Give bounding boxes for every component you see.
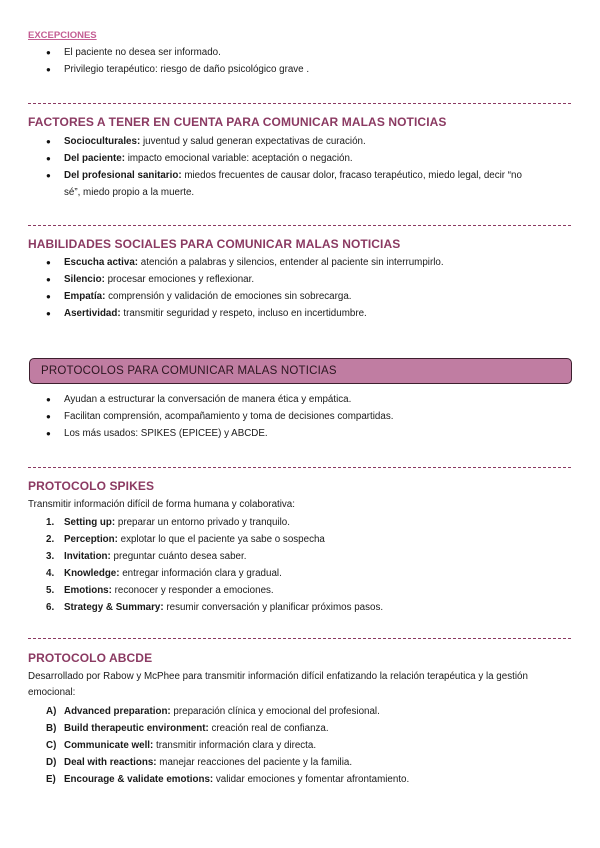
list-item: ● Los más usados: SPIKES (EPICEE) y ABCDE. xyxy=(46,425,393,442)
list-item: ● El paciente no desea ser informado. xyxy=(46,44,309,61)
list-item: ● Del paciente: impacto emocional variable: aceptación o negación. xyxy=(46,150,534,167)
factores-list xyxy=(46,133,534,201)
abcde-intro: Desarrollado por Rabow y McPhee para transmitir información difícil enfatizando la relación terapéutica y la gestión emocional: xyxy=(28,671,528,698)
list-item: 1. Setting up: preparar un entorno privado y tranquilo. xyxy=(46,517,290,528)
section-title-habilidades: HABILIDADES SOCIALES PARA COMUNICAR MALAS NOTICIAS xyxy=(28,237,401,251)
list-item: ● Asertividad: transmitir seguridad y respeto, incluso en incertidumbre. xyxy=(46,305,444,322)
section-divider xyxy=(28,638,571,639)
list-item: ● Socioculturales: juventud y salud generan expectativas de curación. xyxy=(46,133,534,150)
excepciones-list xyxy=(46,44,309,78)
spikes-list xyxy=(46,514,383,616)
list-item: ● Ayudan a estructurar la conversación de manera ética y empática. xyxy=(46,391,393,408)
section-title-factores: FACTORES A TENER EN CUENTA PARA COMUNICAR MALAS NOTICIAS xyxy=(28,115,447,129)
section-title-abcde: PROTOCOLO ABCDE xyxy=(28,651,153,665)
habilidades-list xyxy=(46,254,444,322)
list-item: 5. Emotions: reconocer y responder a emociones. xyxy=(46,585,274,596)
list-item: ● Escucha activa: atención a palabras y silencios, entender al paciente sin interrumpirlo. xyxy=(46,254,444,271)
list-item: C) Communicate well: transmitir información clara y directa. xyxy=(46,740,317,751)
section-title-excepciones: EXCEPCIONES xyxy=(28,30,97,41)
list-item: ● Empatía: comprensión y validación de emociones sin sobrecarga. xyxy=(46,288,444,305)
abcde-list xyxy=(46,703,409,788)
banner-title: PROTOCOLOS PARA COMUNICAR MALAS NOTICIAS xyxy=(41,365,337,377)
list-item: ● Silencio: procesar emociones y reflexionar. xyxy=(46,271,444,288)
list-item: 3. Invitation: preguntar cuánto desea saber. xyxy=(46,551,247,562)
protocolos-banner xyxy=(29,358,572,384)
section-divider xyxy=(28,467,571,468)
list-item: ● Del profesional sanitario: miedos frecuentes de causar dolor, fracaso terapéutico, miedo legal, decir “no sé”, miedo propio a la muerte. xyxy=(46,167,534,201)
section-divider xyxy=(28,225,571,226)
protocolos-list xyxy=(46,391,393,442)
section-title-spikes: PROTOCOLO SPIKES xyxy=(28,479,155,493)
list-item: E) Encourage & validate emotions: validar emociones y fomentar afrontamiento. xyxy=(46,774,410,785)
list-item: B) Build therapeutic environment: creación real de confianza. xyxy=(46,723,329,734)
list-item: ● Facilitan comprensión, acompañamiento y toma de decisiones compartidas. xyxy=(46,408,393,425)
list-item: 2. Perception: explotar lo que el paciente ya sabe o sospecha xyxy=(46,534,325,545)
list-item: ● Privilegio terapéutico: riesgo de daño psicológico grave . xyxy=(46,61,309,78)
spikes-intro: Transmitir información difícil de forma humana y colaborativa: xyxy=(28,499,295,510)
list-item: 6. Strategy & Summary: resumir conversación y planificar próximos pasos. xyxy=(46,602,384,613)
list-item: D) Deal with reactions: manejar reacciones del paciente y la familia. xyxy=(46,757,353,768)
list-item: 4. Knowledge: entregar información clara y gradual. xyxy=(46,568,282,579)
section-divider xyxy=(28,103,571,104)
list-item: A) Advanced preparation: preparación clínica y emocional del profesional. xyxy=(46,706,380,717)
